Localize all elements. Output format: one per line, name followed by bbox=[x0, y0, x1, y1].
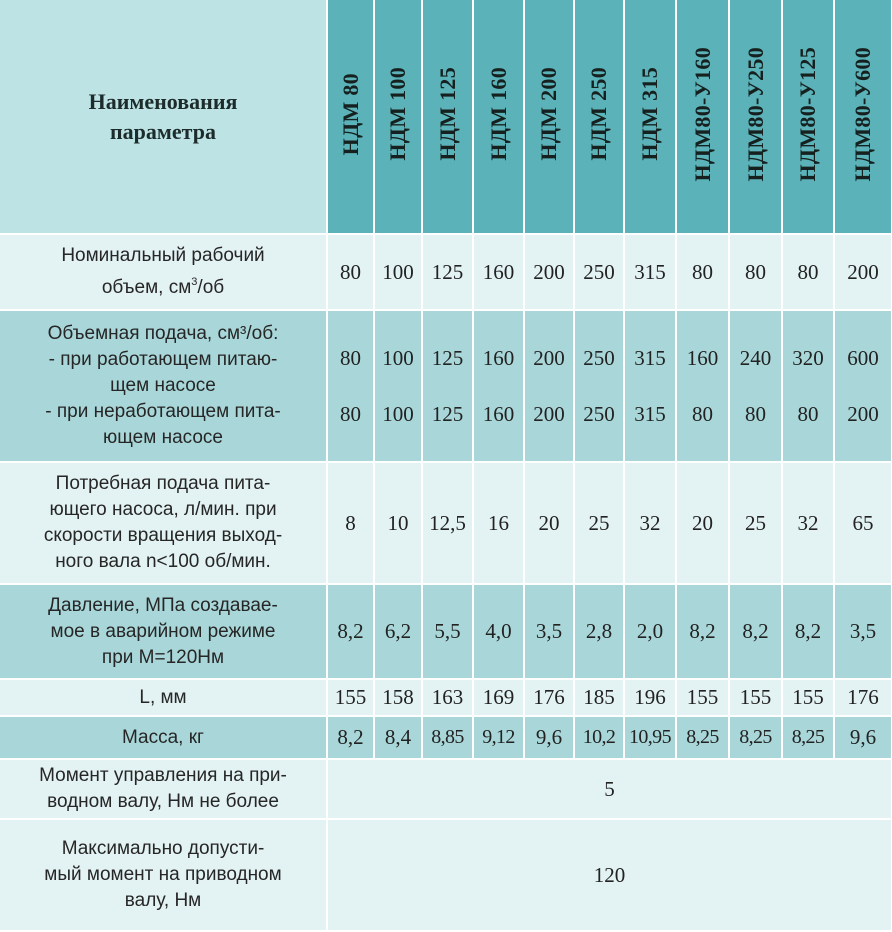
cell-value: 8,85 bbox=[422, 716, 473, 759]
value-idle: 250 bbox=[583, 402, 615, 426]
cell-value: 12,5 bbox=[422, 462, 473, 584]
cell-value: 155 bbox=[729, 679, 782, 716]
cell-value: 65 bbox=[834, 462, 892, 584]
cell-value: 176 bbox=[834, 679, 892, 716]
cell-value: 200 bbox=[834, 234, 892, 310]
cell-value: 100 bbox=[374, 234, 422, 310]
label-line: валу, Нм bbox=[124, 890, 202, 911]
row-label bbox=[0, 819, 327, 931]
label-line: - при неработающем пита- bbox=[45, 401, 281, 422]
model-label: НДМ80-У250 bbox=[742, 46, 768, 182]
cell-value bbox=[729, 310, 782, 462]
cell-value: 32 bbox=[782, 462, 834, 584]
row-pressure bbox=[0, 584, 892, 679]
cell-value: 200 bbox=[524, 234, 574, 310]
cell-value bbox=[422, 310, 473, 462]
cell-value: 125 bbox=[422, 234, 473, 310]
cell-value: 315 bbox=[624, 234, 676, 310]
label-line: мый момент на приводном bbox=[44, 864, 282, 885]
cell-value bbox=[782, 310, 834, 462]
model-header bbox=[834, 0, 892, 234]
cell-value: 8 bbox=[327, 462, 374, 584]
cell-value bbox=[574, 310, 624, 462]
cell-value: 80 bbox=[782, 234, 834, 310]
cell-value: 158 bbox=[374, 679, 422, 716]
cell-value: 8,2 bbox=[676, 584, 729, 679]
cell-value: 196 bbox=[624, 679, 676, 716]
row-label bbox=[0, 462, 327, 584]
model-header bbox=[374, 0, 422, 234]
cell-value: 9,6 bbox=[524, 716, 574, 759]
cell-value: 80 bbox=[729, 234, 782, 310]
value-idle: 100 bbox=[382, 402, 414, 426]
value-idle: 200 bbox=[847, 402, 879, 426]
row-label: Масса, кг bbox=[0, 716, 327, 759]
cell-value: 176 bbox=[524, 679, 574, 716]
label-line: Номинальный рабочий bbox=[61, 245, 265, 266]
row-label bbox=[0, 234, 327, 310]
param-header-line2: параметра bbox=[110, 118, 216, 144]
cell-value: 169 bbox=[473, 679, 524, 716]
model-label: НДМ 160 bbox=[485, 67, 511, 161]
row-mass bbox=[0, 716, 892, 759]
model-label: НДМ 250 bbox=[586, 67, 611, 161]
cell-value: 6,2 bbox=[374, 584, 422, 679]
model-label: НДМ 200 bbox=[536, 67, 561, 161]
cell-value: 160 bbox=[473, 234, 524, 310]
cell-value bbox=[524, 310, 574, 462]
row-control-torque bbox=[0, 759, 892, 819]
model-header bbox=[624, 0, 676, 234]
label-sup: 3 bbox=[191, 276, 198, 288]
cell-value bbox=[676, 310, 729, 462]
label-line: щем насосе bbox=[110, 375, 216, 396]
label-line: Давление, МПа создавае- bbox=[48, 594, 278, 616]
model-header bbox=[524, 0, 574, 234]
value-idle: 80 bbox=[745, 402, 766, 426]
model-header bbox=[327, 0, 374, 234]
cell-value: 155 bbox=[676, 679, 729, 716]
value-working: 600 bbox=[847, 346, 879, 370]
cell-value: 9,6 bbox=[834, 716, 892, 759]
value-working: 240 bbox=[739, 346, 772, 370]
row-label bbox=[0, 310, 327, 462]
value-working: 315 bbox=[634, 346, 666, 370]
cell-value: 155 bbox=[782, 679, 834, 716]
cell-value: 5,5 bbox=[422, 584, 473, 679]
cell-value: 185 bbox=[574, 679, 624, 716]
cell-value: 9,12 bbox=[473, 716, 524, 759]
cell-value: 25 bbox=[729, 462, 782, 584]
cell-value: 80 bbox=[327, 234, 374, 310]
model-header bbox=[729, 0, 782, 234]
cell-value: 8,25 bbox=[729, 716, 782, 759]
model-header bbox=[574, 0, 624, 234]
value-working: 200 bbox=[533, 346, 565, 370]
row-feed bbox=[0, 462, 892, 584]
cell-value: 8,25 bbox=[676, 716, 729, 759]
cell-value: 10,2 bbox=[574, 716, 624, 759]
cell-value: 2,8 bbox=[574, 584, 624, 679]
cell-value: 2,0 bbox=[624, 584, 676, 679]
param-header bbox=[0, 0, 327, 234]
cell-value: 8,4 bbox=[374, 716, 422, 759]
label-line: при М=120Нм bbox=[101, 646, 225, 668]
label-line: ющем насосе bbox=[103, 427, 223, 448]
value-idle: 80 bbox=[340, 402, 361, 426]
cell-value-merged: 120 bbox=[327, 819, 892, 931]
model-label: НДМ80-У160 bbox=[689, 46, 715, 182]
cell-value: 10 bbox=[374, 462, 422, 584]
cell-value: 10,95 bbox=[624, 716, 676, 759]
cell-value: 20 bbox=[524, 462, 574, 584]
label-line: мое в аварийном режиме bbox=[50, 620, 276, 642]
model-header bbox=[422, 0, 473, 234]
label-line: /об bbox=[197, 277, 225, 298]
value-idle: 160 bbox=[482, 402, 515, 426]
value-working: 160 bbox=[686, 346, 719, 370]
model-label: НДМ80-У600 bbox=[850, 46, 875, 182]
label-line: водном валу, Нм не более bbox=[47, 791, 279, 812]
cell-value bbox=[374, 310, 422, 462]
label-line: объем, см bbox=[101, 277, 192, 298]
cell-value bbox=[624, 310, 676, 462]
model-label: НДМ 315 bbox=[637, 67, 662, 161]
label-line: Объемная подача, см³/об: bbox=[47, 323, 279, 344]
cell-value: 80 bbox=[676, 234, 729, 310]
cell-value: 20 bbox=[676, 462, 729, 584]
value-working: 100 bbox=[382, 346, 414, 370]
cell-value bbox=[473, 310, 524, 462]
cell-value: 163 bbox=[422, 679, 473, 716]
label-line: - при работающем питаю- bbox=[48, 349, 278, 370]
cell-value: 8,2 bbox=[327, 716, 374, 759]
model-label: НДМ 125 bbox=[434, 67, 460, 161]
cell-value: 32 bbox=[624, 462, 676, 584]
model-header bbox=[473, 0, 524, 234]
label-line: скорости вращения выход- bbox=[43, 525, 283, 546]
row-label bbox=[0, 759, 327, 819]
cell-value: 8,2 bbox=[327, 584, 374, 679]
value-idle: 315 bbox=[634, 402, 666, 426]
cell-value: 250 bbox=[574, 234, 624, 310]
value-working: 80 bbox=[340, 346, 361, 370]
cell-value bbox=[834, 310, 892, 462]
value-idle: 80 bbox=[692, 402, 713, 426]
header-row bbox=[0, 0, 892, 234]
label-line: Момент управления на при- bbox=[39, 765, 287, 786]
row-supply bbox=[0, 310, 892, 462]
value-idle: 80 bbox=[797, 402, 819, 426]
label-line: ющего насоса, л/мин. при bbox=[49, 499, 277, 520]
cell-value: 8,25 bbox=[782, 716, 834, 759]
model-header bbox=[782, 0, 834, 234]
row-label bbox=[0, 584, 327, 679]
value-idle: 125 bbox=[431, 402, 464, 426]
cell-value: 155 bbox=[327, 679, 374, 716]
label-line: Максимально допусти- bbox=[61, 838, 265, 859]
row-length bbox=[0, 679, 892, 716]
param-header-line1: Наименования bbox=[88, 88, 238, 114]
cell-value: 16 bbox=[473, 462, 524, 584]
row-nominal bbox=[0, 234, 892, 310]
cell-value: 3,5 bbox=[524, 584, 574, 679]
cell-value: 4,0 bbox=[473, 584, 524, 679]
cell-value: 8,2 bbox=[729, 584, 782, 679]
model-label: НДМ 80 bbox=[337, 72, 363, 156]
cell-value: 3,5 bbox=[834, 584, 892, 679]
cell-value-merged: 5 bbox=[327, 759, 892, 819]
label-line: Потребная подача пита- bbox=[55, 473, 271, 494]
model-label: НДМ 100 bbox=[385, 67, 410, 161]
model-header bbox=[676, 0, 729, 234]
cell-value bbox=[327, 310, 374, 462]
value-working: 320 bbox=[792, 346, 824, 370]
row-label: L, мм bbox=[0, 679, 327, 716]
label-line: ного вала n<100 об/мин. bbox=[55, 551, 271, 572]
model-label: НДМ80-У125 bbox=[795, 46, 820, 182]
value-working: 250 bbox=[583, 346, 615, 370]
value-idle: 200 bbox=[533, 402, 565, 426]
value-working: 125 bbox=[431, 346, 464, 370]
cell-value: 25 bbox=[574, 462, 624, 584]
value-working: 160 bbox=[482, 346, 515, 370]
cell-value: 8,2 bbox=[782, 584, 834, 679]
row-max-torque bbox=[0, 819, 892, 931]
